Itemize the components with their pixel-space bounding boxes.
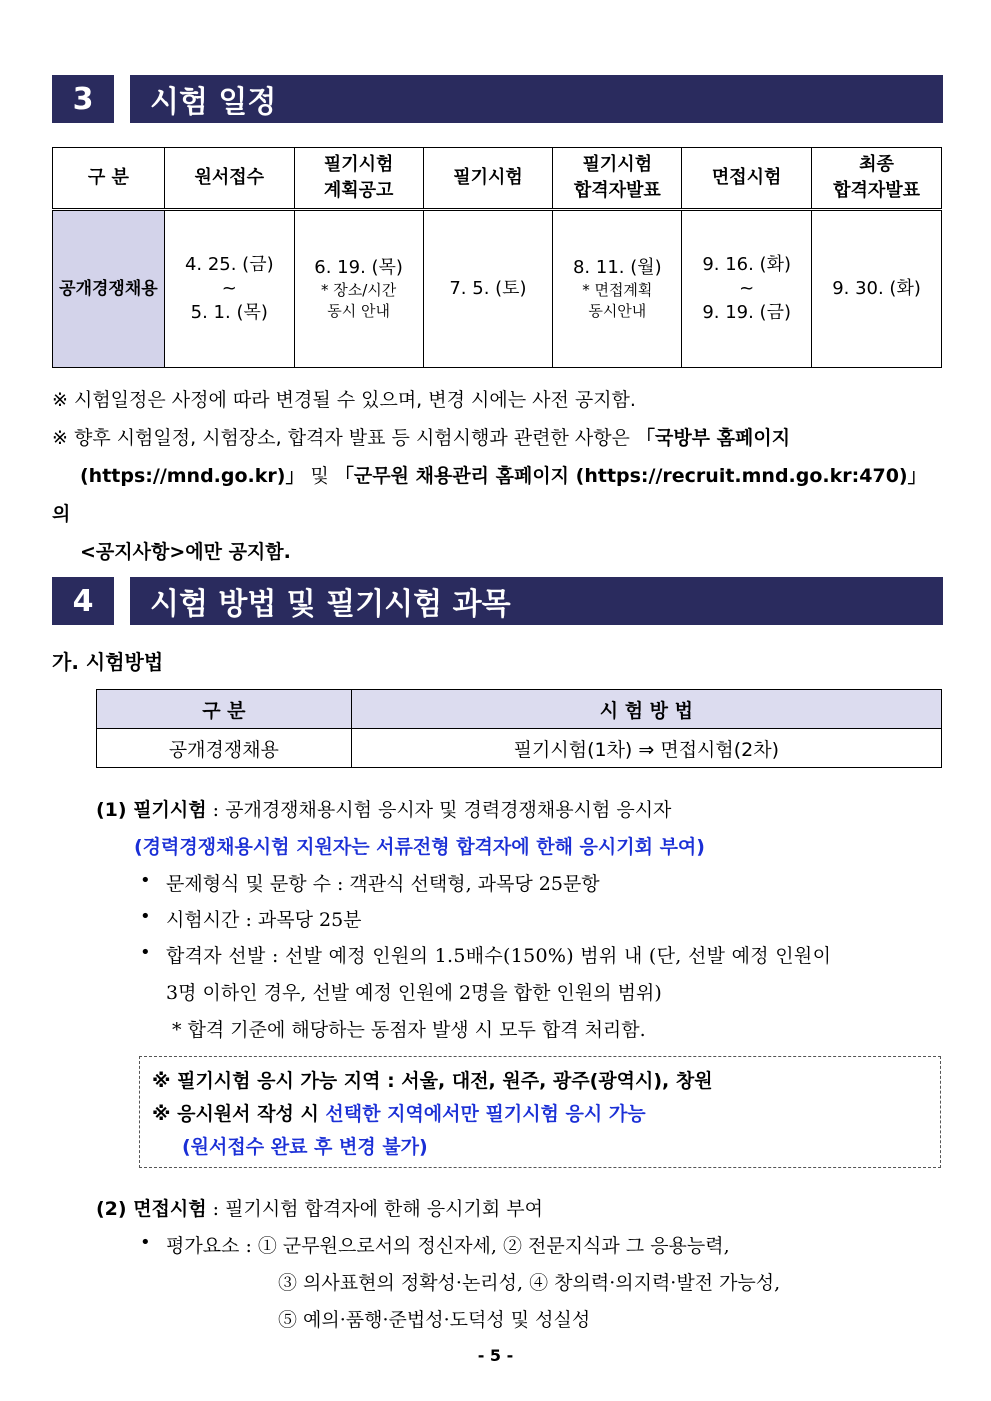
written-exam-line: (1) 필기시험 : 공개경쟁채용시험 응시자 및 경력경쟁채용시험 응시자 bbox=[96, 799, 672, 821]
header-written-result: 필기시험 합격자발표 bbox=[553, 148, 682, 210]
bullet-icon: • bbox=[140, 906, 151, 927]
section-number: 3 bbox=[52, 75, 114, 123]
method-header-method: 시 험 방 법 bbox=[351, 690, 941, 729]
written-bullet-3-line2: 3명 이하인 경우, 선발 예정 인원에 2명을 합한 인원의 범위) bbox=[166, 982, 662, 1004]
section-title: 시험 일정 bbox=[130, 75, 943, 123]
header-interview: 면접시험 bbox=[682, 148, 812, 210]
table-row bbox=[53, 210, 942, 368]
written-bullet-1: 문제형식 및 문항 수 : 객관식 선택형, 과목당 25문항 bbox=[166, 873, 600, 895]
region-notice-line-2: ※ 응시원서 작성 시 선택한 지역에서만 필기시험 응시 가능 bbox=[152, 1103, 646, 1125]
header-application: 원서접수 bbox=[164, 148, 294, 210]
region-notice-line-3: (원서접수 완료 후 변경 불가) bbox=[182, 1136, 428, 1158]
schedule-note-1: ※ 시험일정은 사정에 따라 변경될 수 있으며, 변경 시에는 사전 공지함. bbox=[52, 389, 636, 411]
cell-interview: 9. 16. (화) ~ 9. 19. (금) bbox=[682, 210, 812, 368]
cell-written-exam: 7. 5. (토) bbox=[423, 210, 553, 368]
page-number: - 5 - bbox=[477, 1346, 514, 1365]
bullet-icon: • bbox=[140, 1232, 151, 1253]
header-final-result: 최종 합격자발표 bbox=[812, 148, 942, 210]
cell-written-result: 8. 11. (월) * 면접계획 동시안내 bbox=[553, 210, 682, 368]
bullet-icon: • bbox=[140, 870, 151, 891]
cell-announcement: 6. 19. (목) * 장소/시간 동시 안내 bbox=[294, 210, 423, 368]
bullet-icon: • bbox=[140, 942, 151, 963]
table-row bbox=[97, 729, 942, 768]
interview-eval-line-3: ⑤ 예의·품행·준법성·도덕성 및 성실성 bbox=[278, 1309, 591, 1331]
written-exam-blue-note: (경력경쟁채용시험 지원자는 서류전형 합격자에 한해 응시기회 부여) bbox=[134, 836, 705, 858]
written-bullet-3-line1: 합격자 선발 : 선발 예정 인원의 1.5배수(150%) 범위 내 (단, 선발 예정 인원이 bbox=[166, 945, 832, 967]
header-category: 구 분 bbox=[53, 148, 165, 210]
schedule-note-2: ※ 향후 시험일정, 시험장소, 합격자 발표 등 시험시행과 관련한 사항은 「국방부 홈페이지 (https://mnd.go.kr)」 및 「군무원 채용관리 홈페이지 (https://recruit.mnd.go.kr:470)」의 <공지사항>에만 공지함. bbox=[52, 427, 927, 563]
region-notice-line-1: ※ 필기시험 응시 가능 지역 : 서울, 대전, 원주, 광주(광역시), 창원 bbox=[152, 1070, 713, 1092]
schedule-table bbox=[52, 147, 942, 368]
written-bullet-2: 시험시간 : 과목당 25분 bbox=[166, 909, 362, 931]
interview-line: (2) 면접시험 : 필기시험 합격자에 한해 응시기회 부여 bbox=[96, 1198, 543, 1220]
subsection-title: 가. 시험방법 bbox=[52, 650, 164, 674]
method-header-category: 구 분 bbox=[97, 690, 352, 729]
header-written-exam: 필기시험 bbox=[423, 148, 553, 210]
interview-eval-line-1: 평가요소 : ① 군무원으로서의 정신자세, ② 전문지식과 그 응용능력, bbox=[166, 1235, 730, 1257]
section-number: 4 bbox=[52, 577, 114, 625]
header-announcement: 필기시험 계획공고 bbox=[294, 148, 423, 210]
method-table bbox=[96, 689, 942, 768]
section-title: 시험 방법 및 필기시험 과목 bbox=[130, 577, 943, 625]
written-footnote: * 합격 기준에 해당하는 동점자 발생 시 모두 합격 처리함. bbox=[172, 1019, 646, 1041]
row-label: 공개경쟁채용 bbox=[53, 210, 165, 368]
interview-eval-line-2: ③ 의사표현의 정확성·논리성, ④ 창의력·의지력·발전 가능성, bbox=[278, 1272, 781, 1294]
cell-application: 4. 25. (금) ~ 5. 1. (목) bbox=[164, 210, 294, 368]
method-row-category: 공개경쟁채용 bbox=[97, 729, 352, 768]
method-row-method: 필기시험(1차) ⇒ 면접시험(2차) bbox=[351, 729, 941, 768]
cell-final-result: 9. 30. (화) bbox=[812, 210, 942, 368]
